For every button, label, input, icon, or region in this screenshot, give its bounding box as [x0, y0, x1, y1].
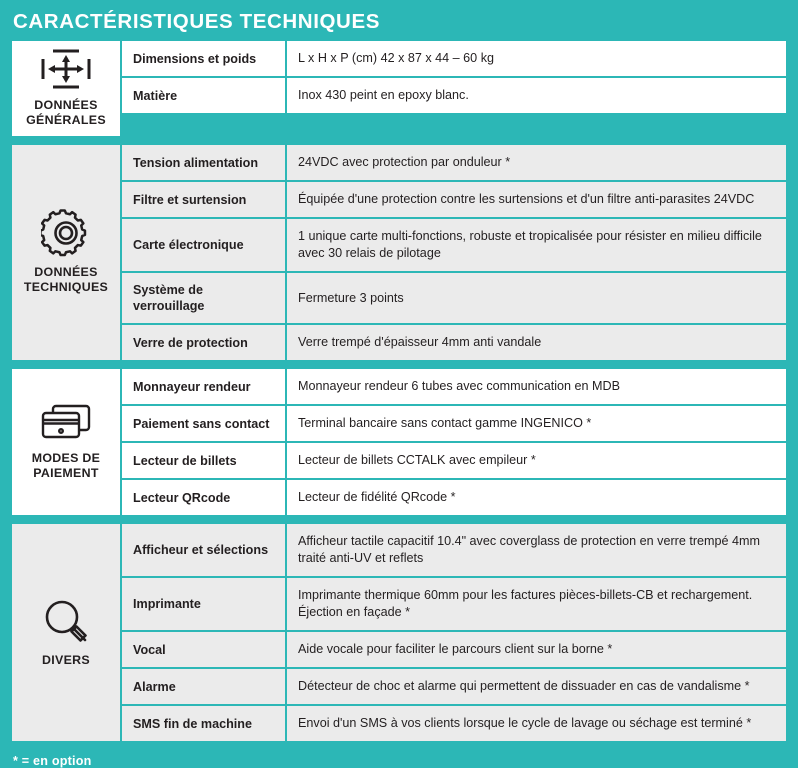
category-label-line1: DONNÉES	[34, 265, 98, 279]
section-divers	[12, 524, 786, 741]
category-label	[32, 451, 101, 481]
rows-donnees-techniques	[122, 145, 786, 360]
rows-modes-de-paiement	[122, 369, 786, 515]
table-row	[122, 443, 786, 480]
table-row	[122, 182, 786, 219]
rows-divers	[122, 524, 786, 741]
row-label: Lecteur QRcode	[122, 480, 287, 515]
row-value-text: Lecteur de fidélité QRcode *	[298, 490, 456, 504]
section-modes-de-paiement	[12, 369, 786, 515]
category-cell-modes-de-paiement	[12, 369, 122, 515]
category-label	[26, 98, 106, 128]
category-label-line2: PAIEMENT	[33, 465, 99, 480]
table-row	[122, 219, 786, 273]
row-value	[287, 325, 786, 360]
row-value	[287, 524, 786, 576]
row-label: Tension alimentation	[122, 145, 287, 180]
row-value	[287, 273, 786, 323]
row-label: SMS fin de machine	[122, 706, 287, 741]
row-label: Imprimante	[122, 578, 287, 630]
row-value-text: Envoi d'un SMS à vos clients lorsque le cycle de lavage ou séchage est terminé *	[298, 716, 752, 730]
row-value-text: Inox 430 peint en epoxy blanc.	[298, 88, 469, 102]
page-title: CARACTÉRISTIQUES TECHNIQUES	[13, 10, 381, 33]
footnote-option-legend: * = en option	[13, 754, 92, 768]
row-value-text: Aide vocale pour faciliter le parcours client sur la borne *	[298, 642, 613, 656]
section-donnees-generales	[12, 41, 786, 136]
row-value	[287, 632, 786, 667]
row-label: Verre de protection	[122, 325, 287, 360]
table-row	[122, 524, 786, 578]
row-value-text: Imprimante thermique 60mm pour les factures pièces-billets-CB et rechargement. Éjection en façade *	[298, 588, 753, 619]
category-label-line1: DONNÉES	[34, 98, 98, 112]
row-value	[287, 406, 786, 441]
section-donnees-techniques	[12, 145, 786, 360]
category-label	[24, 265, 108, 295]
table-row	[122, 41, 786, 78]
row-label: Paiement sans contact	[122, 406, 287, 441]
row-value-text: Monnayeur rendeur 6 tubes avec communication en MDB	[298, 379, 621, 393]
rows-donnees-generales	[122, 41, 786, 136]
row-label: Lecteur de billets	[122, 443, 287, 478]
category-cell-donnees-techniques	[12, 145, 122, 360]
table-row	[122, 632, 786, 669]
category-label	[42, 653, 90, 668]
row-value	[287, 41, 786, 76]
table-row	[122, 273, 786, 325]
row-value-text: L x H x P (cm) 42 x 87 x 44 – 60 kg	[298, 51, 494, 65]
table-row	[122, 480, 786, 515]
category-label-line1: MODES DE	[31, 450, 101, 465]
table-row	[122, 706, 786, 741]
row-value-text: Terminal bancaire sans contact gamme INGENICO *	[298, 416, 592, 430]
row-value	[287, 706, 786, 741]
row-label: Matière	[122, 78, 287, 113]
credit-cards-icon	[39, 402, 93, 444]
row-value	[287, 219, 786, 271]
table-row	[122, 369, 786, 406]
category-label-line2: GÉNÉRALES	[26, 113, 106, 127]
row-value	[287, 78, 786, 113]
row-value	[287, 145, 786, 180]
table-row	[122, 406, 786, 443]
gear-icon	[41, 208, 91, 258]
row-value	[287, 480, 786, 515]
row-value-text: 1 unique carte multi-fonctions, robuste et tropicalisée pour résister en milieu difficile avec 30 relais de pilotage	[298, 229, 762, 260]
row-label: Alarme	[122, 669, 287, 704]
row-value-text: Afficheur tactile capacitif 10.4" avec coverglass de protection en verre trempé 4mm traité anti-UV et reflets	[298, 534, 761, 565]
row-label: Monnayeur rendeur	[122, 369, 287, 404]
row-value	[287, 578, 786, 630]
row-label: Carte électronique	[122, 219, 287, 271]
category-label-line2: TECHNIQUES	[23, 280, 109, 294]
row-value-text: Équipée d'une protection contre les surtensions et d'un filtre anti-parasites 24VDC	[298, 192, 755, 206]
table-row	[122, 578, 786, 632]
row-value	[287, 369, 786, 404]
row-label: Système de verrouillage	[122, 273, 287, 323]
row-value-text: Lecteur de billets CCTALK avec empileur *	[298, 453, 536, 467]
row-value-text: Détecteur de choc et alarme qui permettent de dissuader en cas de vandalisme *	[298, 679, 750, 693]
row-value	[287, 443, 786, 478]
table-row	[122, 145, 786, 182]
row-value-text: 24VDC avec protection par onduleur *	[298, 155, 511, 169]
row-label: Filtre et surtension	[122, 182, 287, 217]
row-value-text: Fermeture 3 points	[298, 290, 404, 305]
row-value	[287, 669, 786, 704]
category-cell-donnees-generales	[12, 41, 122, 136]
category-cell-divers	[12, 524, 122, 741]
row-label: Afficheur et sélections	[122, 524, 287, 576]
table-row	[122, 325, 786, 360]
sections-container	[0, 36, 798, 741]
row-label: Dimensions et poids	[122, 41, 287, 76]
magnifier-icon	[41, 596, 91, 646]
row-value	[287, 182, 786, 217]
row-value-text: Verre trempé d'épaisseur 4mm anti vandale	[298, 335, 542, 349]
dimensions-arrows-icon	[39, 47, 93, 91]
table-row	[122, 78, 786, 113]
category-label-line1: DIVERS	[42, 652, 90, 667]
row-label: Vocal	[122, 632, 287, 667]
